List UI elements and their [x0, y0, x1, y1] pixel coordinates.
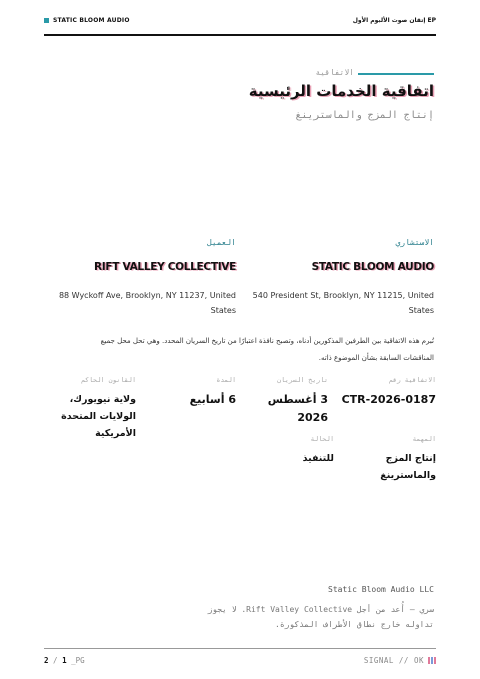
agreement-clause: تُبرم هذه الاتفاقية بين الطرفين المذكورين أدناه، وتصبح نافذة اعتبارًا من تاريخ السريان المحدد. وهي تحل محل جميع المناقشات السابقة بشأن الموضوع ذاته.	[100, 337, 434, 362]
party-name: RIFT VALLEY COLLECTIVE	[94, 261, 236, 273]
field-agreement-number	[340, 376, 436, 409]
brand-square-icon	[44, 18, 49, 23]
brand-mark	[44, 17, 130, 24]
field-value: 3 أغسطس 2026	[267, 393, 328, 424]
field-governing-law	[44, 376, 136, 442]
confidentiality-note: سري — أُعد من أجل Rift Valley Collective. لا يجوز تداوله خارج نطاق الأطراف المذكورة.	[207, 605, 434, 629]
signal-bar	[428, 657, 430, 664]
document-label: الاتفاقية	[315, 68, 354, 77]
page-suffix: _PG	[71, 656, 85, 665]
signal-status	[364, 656, 436, 665]
field-value: إنتاج المزج والماسترينغ	[380, 453, 436, 481]
brand-name: STATIC BLOOM AUDIO	[53, 17, 130, 24]
document-title: اتفاقية الخدمات الرئيسية	[248, 82, 434, 100]
party-label: الاستشاري	[395, 238, 434, 247]
party-address	[234, 288, 434, 318]
field-status	[250, 435, 334, 467]
field-value: ولاية نيويورك، الولايات المتحدة الأمريكية	[61, 394, 136, 439]
footer-divider	[44, 648, 436, 649]
address-line: States	[210, 306, 236, 315]
field-value: للتنفيذ	[302, 453, 334, 464]
party-label: العميل	[207, 238, 236, 247]
party-consultant	[234, 238, 434, 318]
party-client	[36, 238, 236, 318]
page-indicator	[44, 656, 85, 665]
document-subtitle: إنتاج المزج والماسترينغ	[295, 110, 434, 121]
page-total: 1	[62, 656, 67, 665]
field-term	[180, 376, 236, 409]
field-label: الحالة	[310, 435, 334, 443]
field-scope	[340, 435, 436, 484]
party-address	[36, 288, 236, 318]
field-label: تاريخ السريان	[277, 376, 328, 384]
signal-text: SIGNAL // OK	[363, 656, 424, 665]
field-effective-date	[250, 376, 328, 427]
project-name: EP إتقان صوت الألبوم الأول	[352, 17, 436, 24]
address-line: States	[408, 306, 434, 315]
accent-rule	[358, 73, 434, 75]
field-label: المهمة	[412, 435, 436, 443]
field-label: القانون الحاكم	[81, 376, 136, 384]
address-line: 88 Wyckoff Ave, Brooklyn, NY 11237, United	[58, 291, 236, 300]
page-current: 2	[44, 656, 49, 665]
signal-bar	[434, 657, 436, 664]
page-header	[44, 12, 436, 36]
address-line: 540 President St, Brooklyn, NY 11215, United	[252, 291, 434, 300]
field-label: المدة	[216, 376, 236, 384]
footer-company: Static Bloom Audio LLC	[328, 585, 434, 594]
field-value: CTR-2026-0187	[341, 393, 436, 406]
signal-bars-icon	[428, 657, 436, 664]
party-name: STATIC BLOOM AUDIO	[311, 261, 434, 273]
field-label: الاتفاقية رقم	[389, 376, 436, 384]
page-separator: /	[53, 656, 63, 665]
field-value: 6 أسابيع	[189, 393, 236, 406]
signal-bar	[431, 657, 433, 664]
